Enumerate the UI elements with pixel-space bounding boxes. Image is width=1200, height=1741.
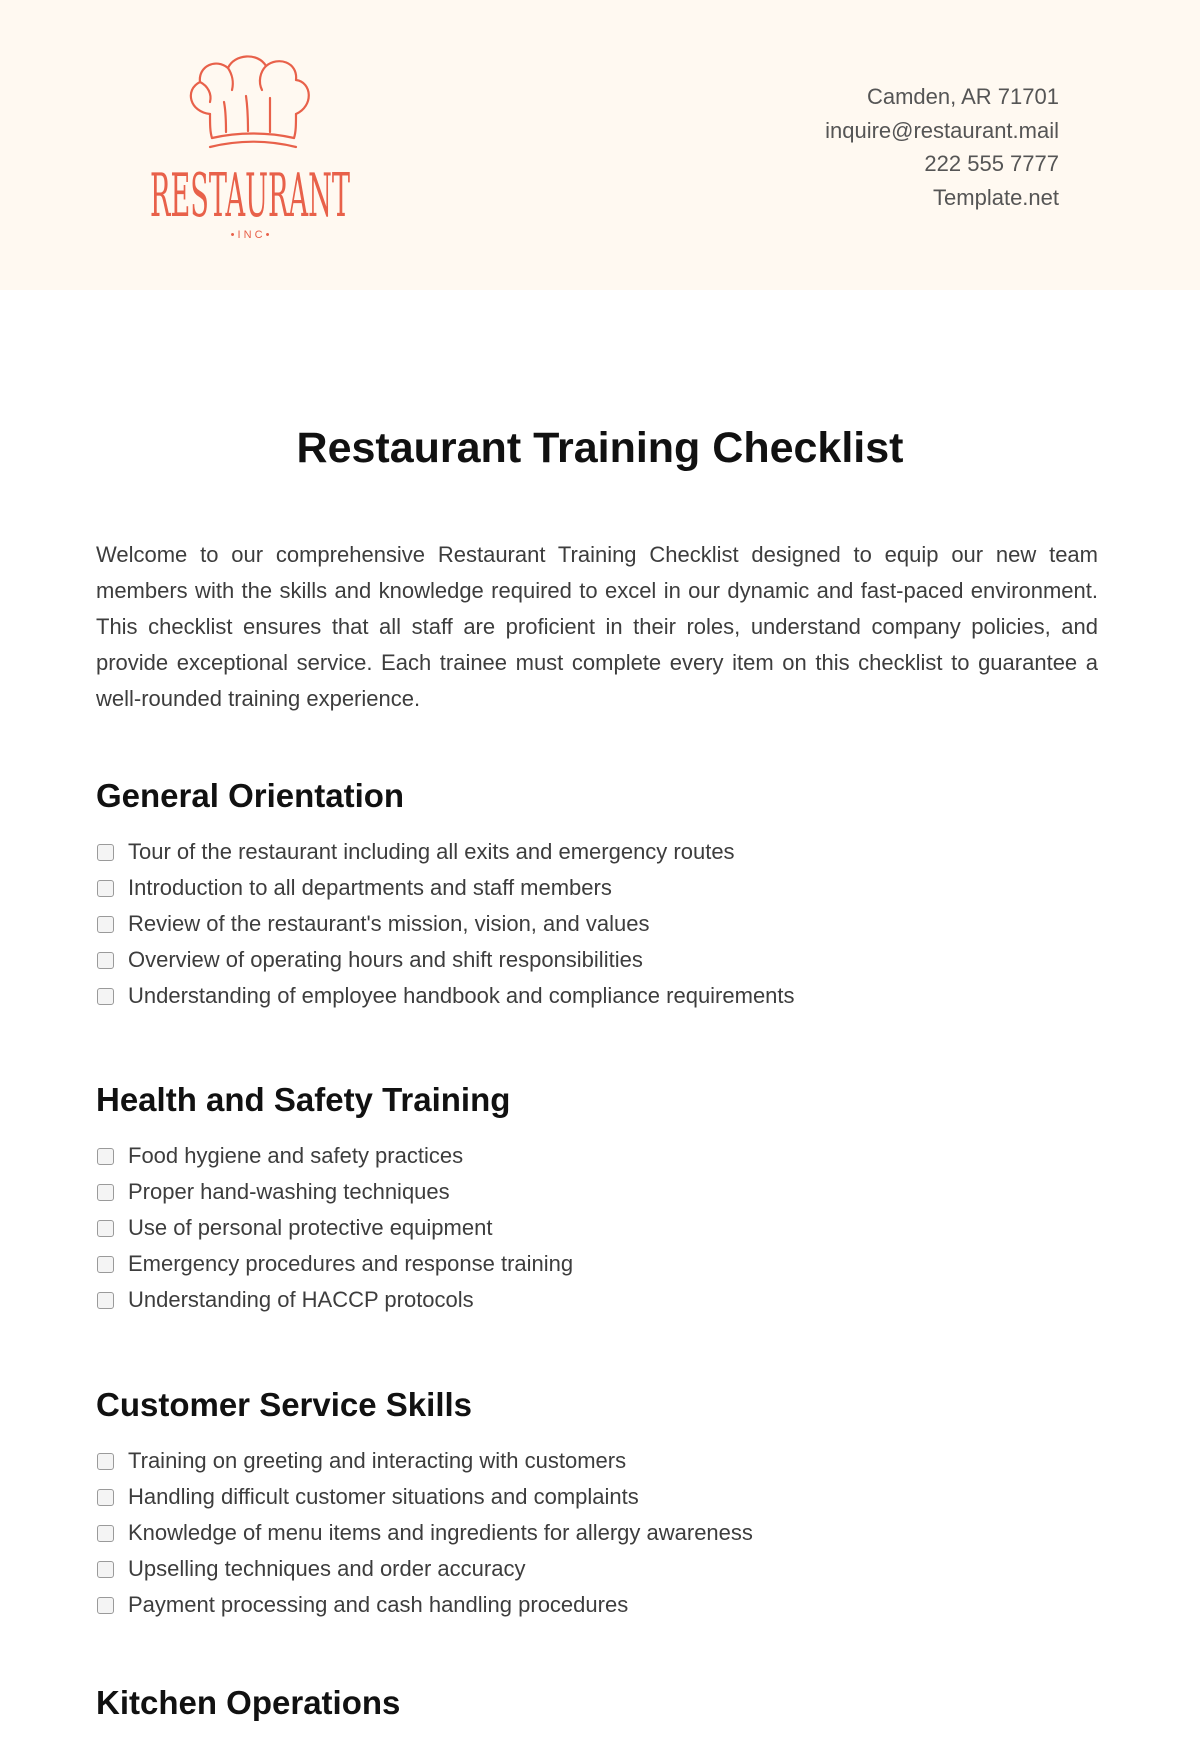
checklist-item xyxy=(96,1138,1106,1174)
checkbox[interactable] xyxy=(97,952,114,969)
checklist-item-label: Emergency procedures and response training xyxy=(128,1251,574,1276)
checkbox[interactable] xyxy=(97,916,114,933)
checklist-item xyxy=(96,1551,1106,1587)
checkbox[interactable] xyxy=(97,1220,114,1237)
checklist-item xyxy=(96,1443,1106,1479)
page-title: Restaurant Training Checklist xyxy=(296,424,904,472)
section-heading: General Orientation xyxy=(96,777,405,814)
checklist-item xyxy=(96,1174,1106,1210)
checklist-section xyxy=(96,774,1106,1014)
checkbox[interactable] xyxy=(97,1561,114,1578)
checkbox[interactable] xyxy=(97,1597,114,1614)
checkbox[interactable] xyxy=(97,1256,114,1273)
checkbox[interactable] xyxy=(97,988,114,1005)
checkbox[interactable] xyxy=(97,880,114,897)
checklist-item-label: Knowledge of menu items and ingredients for allergy awareness xyxy=(128,1520,753,1545)
checklist-item xyxy=(96,942,1106,978)
contact-address: Camden, AR 71701 xyxy=(866,84,1059,109)
checklist-item xyxy=(96,1479,1106,1515)
checklist-item xyxy=(96,1210,1106,1246)
checklist-item-label: Use of personal protective equipment xyxy=(128,1215,493,1240)
checkbox[interactable] xyxy=(97,1148,114,1165)
checklist-item xyxy=(96,1282,1106,1318)
checklist-item-label: Proper hand-washing techniques xyxy=(128,1179,450,1204)
checklist-item-label: Understanding of employee handbook and compliance requirements xyxy=(128,983,795,1008)
contact-website: Template.net xyxy=(933,184,1059,210)
checklist-item xyxy=(96,1246,1106,1282)
checklist-item xyxy=(96,906,1106,942)
checklist-item-label: Training on greeting and interacting with customers xyxy=(128,1448,627,1473)
checklist-section xyxy=(96,1078,1106,1318)
checklist-item-label: Understanding of HACCP protocols xyxy=(128,1287,474,1312)
checkbox[interactable] xyxy=(97,1525,114,1542)
contact-email: inquire@restaurant.mail xyxy=(825,117,1059,143)
checkbox[interactable] xyxy=(97,1489,114,1506)
contact-block xyxy=(825,80,1059,214)
checklist-item-label: Tour of the restaurant including all exits and emergency routes xyxy=(128,839,735,864)
checklist-item-label: Introduction to all departments and staff members xyxy=(128,875,612,900)
checkbox[interactable] xyxy=(97,844,114,861)
checkbox[interactable] xyxy=(97,1453,114,1470)
checklist-item xyxy=(96,870,1106,906)
checklist-item-label: Handling difficult customer situations and complaints xyxy=(128,1484,639,1509)
checklist xyxy=(96,834,1106,1014)
logo-sub: • I N C • xyxy=(230,229,270,241)
checklist-item-label: Review of the restaurant's mission, vision, and values xyxy=(128,911,650,936)
checklist-item xyxy=(96,1515,1106,1551)
checklist xyxy=(96,1443,1106,1623)
checklist xyxy=(96,1138,1106,1318)
checklist-item-label: Overview of operating hours and shift responsibilities xyxy=(128,947,643,972)
checklist-item-label: Payment processing and cash handling procedures xyxy=(128,1592,629,1617)
section-heading: Health and Safety Training xyxy=(96,1081,511,1118)
checklist-section xyxy=(96,1383,1106,1623)
logo-word: RESTAURANT xyxy=(150,161,350,231)
checklist-item-label: Upselling techniques and order accuracy xyxy=(128,1556,526,1581)
section-heading: Customer Service Skills xyxy=(96,1386,473,1423)
intro-paragraph: Welcome to our comprehensive Restaurant Training Checklist designed to equip our new team members with the skills and knowledge required to excel in our dynamic and fast-paced environment. This checklist ensures that all staff are proficient in their roles, understand company policies, and provide exceptional service. Each trainee must complete every item on this checklist to guarantee a well-rounded training experience. xyxy=(96,542,1098,711)
checklist-item xyxy=(96,978,1106,1014)
checklist-item xyxy=(96,834,1106,870)
section-heading: Kitchen Operations xyxy=(96,1684,401,1721)
checkbox[interactable] xyxy=(97,1292,114,1309)
letterhead xyxy=(0,0,1200,290)
checklist-item-label: Food hygiene and safety practices xyxy=(128,1143,464,1168)
checkbox[interactable] xyxy=(97,1184,114,1201)
restaurant-logo-icon xyxy=(138,52,362,242)
checklist-item xyxy=(96,1587,1106,1623)
contact-phone: 222 555 7777 xyxy=(924,151,1059,176)
checklist-section xyxy=(96,1681,1106,1741)
